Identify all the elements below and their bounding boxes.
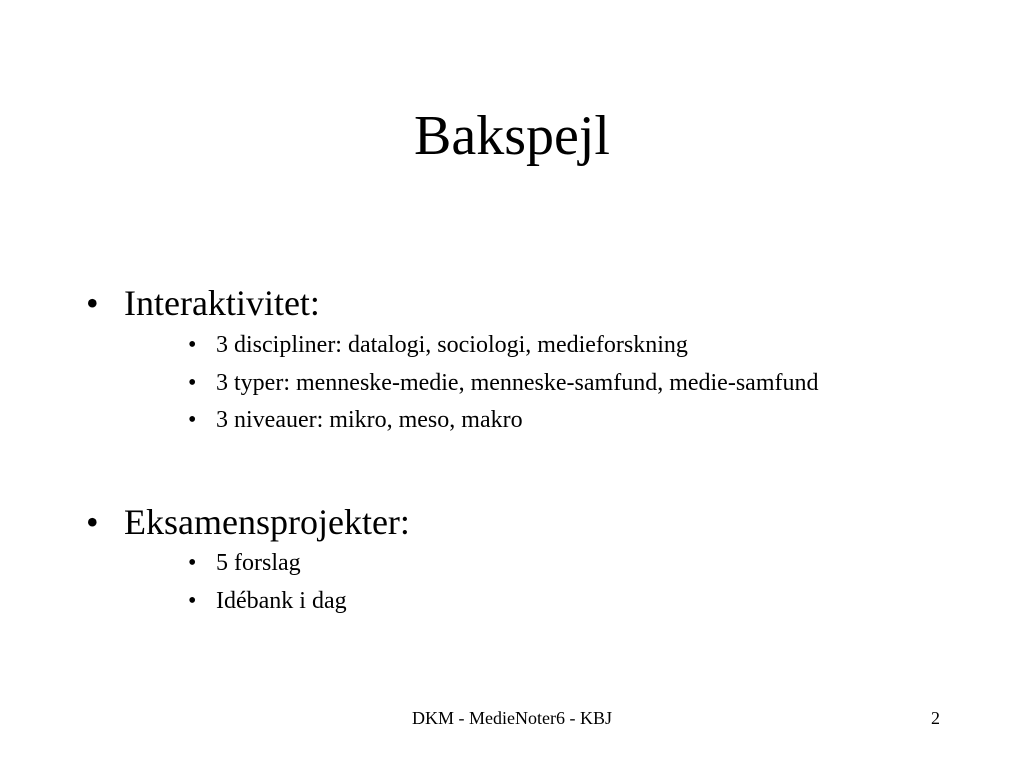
sub-bullet-text: 5 forslag	[216, 550, 301, 576]
bullet-dot-icon: •	[188, 407, 197, 433]
bullet-dot-icon: •	[188, 332, 197, 358]
sub-bullet-forslag	[188, 548, 301, 578]
sub-bullet-discipliner	[188, 330, 688, 360]
bullet-dot-icon: •	[86, 283, 99, 323]
bullet-heading: Interaktivitet:	[124, 283, 320, 323]
sub-bullet-text: 3 discipliner: datalogi, sociologi, medieforskning	[216, 332, 688, 358]
bullet-dot-icon: •	[188, 550, 197, 576]
bullet-dot-icon: •	[188, 588, 197, 614]
sub-bullet-text: 3 typer: menneske-medie, menneske-samfund, medie-samfund	[216, 370, 819, 396]
bullet-interaktivitet	[86, 281, 320, 325]
sub-bullet-text: Idébank i dag	[216, 588, 347, 614]
slide-footer: DKM - MedieNoter6 - KBJ	[412, 708, 612, 728]
bullet-heading: Eksamensprojekter:	[124, 502, 410, 542]
sub-bullet-niveauer	[188, 405, 523, 435]
sub-bullet-idebank	[188, 586, 347, 616]
bullet-dot-icon: •	[86, 502, 99, 542]
page-number: 2	[931, 708, 940, 728]
sub-bullet-text: 3 niveauer: mikro, meso, makro	[216, 407, 523, 433]
bullet-dot-icon: •	[188, 370, 197, 396]
slide-title: Bakspejl	[414, 105, 610, 167]
bullet-eksamensprojekter	[86, 500, 410, 544]
sub-bullet-typer	[188, 368, 818, 398]
